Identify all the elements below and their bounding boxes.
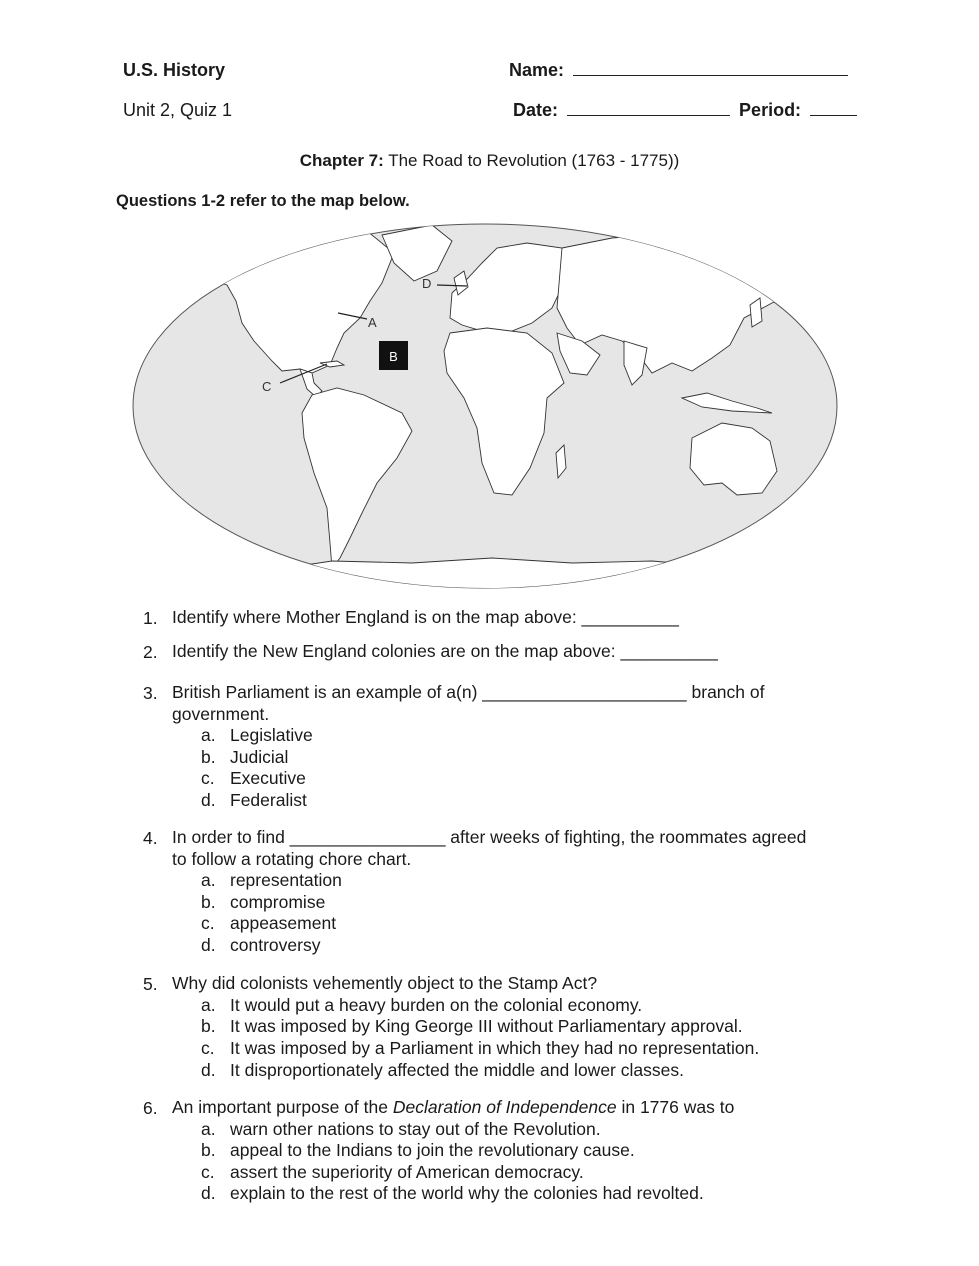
- chapter-title: The Road to Revolution (1763 - 1775)): [388, 151, 680, 170]
- date-blank[interactable]: [567, 101, 730, 116]
- date-line: [513, 100, 857, 121]
- question-6-option-d[interactable]: d. explain to the rest of the world why the colonies had revolted.: [201, 1183, 704, 1203]
- question-4-option-c[interactable]: c. appeasement: [201, 913, 337, 933]
- question-4-option-a[interactable]: a. representation: [201, 870, 342, 890]
- date-label: Date:: [513, 100, 559, 120]
- question-4-option-d[interactable]: d. controversy: [201, 935, 321, 955]
- question-1-text: Identify where Mother England is on the map above: __________: [172, 607, 679, 627]
- world-map: [132, 223, 838, 589]
- question-3-text-line1: British Parliament is an example of a(n) _____________________ branch of: [172, 682, 765, 702]
- question-5-number: 5.: [143, 974, 158, 994]
- question-3-option-c[interactable]: c. Executive: [201, 768, 306, 788]
- question-4-text-line2: to follow a rotating chore chart.: [172, 849, 412, 869]
- question-5-option-c[interactable]: c. It was imposed by a Parliament in which they had no representation.: [201, 1038, 760, 1058]
- name-line: [509, 60, 848, 81]
- period-label: Period:: [739, 100, 802, 120]
- question-5-text: Why did colonists vehemently object to the Stamp Act?: [172, 973, 598, 993]
- chapter-label: Chapter 7:: [299, 151, 384, 170]
- question-3-option-d[interactable]: d. Federalist: [201, 790, 307, 810]
- map-label-d: D: [422, 276, 432, 291]
- question-5-option-b[interactable]: b. It was imposed by King George III without Parliamentary approval.: [201, 1016, 743, 1036]
- question-2-number: 2.: [143, 642, 158, 662]
- new-zealand: [802, 491, 812, 519]
- question-2-text: Identify the New England colonies are on the map above: __________: [172, 641, 718, 661]
- period-blank[interactable]: [810, 101, 857, 116]
- question-3-option-a[interactable]: a. Legislative: [201, 725, 313, 745]
- course-title: U.S. History: [123, 60, 226, 80]
- question-3-text-line2: government.: [172, 704, 270, 724]
- question-3-option-b[interactable]: b. Judicial: [201, 747, 289, 767]
- question-4-option-b[interactable]: b. compromise: [201, 892, 326, 912]
- map-label-b: B: [389, 349, 398, 364]
- map-label-c: C: [262, 379, 272, 394]
- antarctica: [172, 558, 832, 589]
- question-6-italic-title: Declaration of Independence: [392, 1097, 617, 1117]
- question-1-number: 1.: [143, 608, 158, 628]
- question-4-number: 4.: [143, 828, 158, 848]
- question-6-option-a[interactable]: a. warn other nations to stay out of the Revolution.: [201, 1119, 601, 1139]
- question-4-text-line1: In order to find ________________ after weeks of fighting, the roommates agreed: [172, 827, 807, 847]
- question-6-text: An important purpose of the Declaration of Independence in 1776 was to: [172, 1097, 735, 1117]
- name-label: Name:: [509, 60, 565, 80]
- question-3-number: 3.: [143, 683, 158, 703]
- unit-label: Unit 2, Quiz 1: [123, 100, 233, 120]
- question-5-option-d[interactable]: d. It disproportionately affected the middle and lower classes.: [201, 1060, 684, 1080]
- name-blank[interactable]: [573, 61, 848, 76]
- chapter-heading: [0, 151, 979, 171]
- question-5-option-a[interactable]: a. It would put a heavy burden on the colonial economy.: [201, 995, 643, 1015]
- question-6-option-b[interactable]: b. appeal to the Indians to join the revolutionary cause.: [201, 1140, 635, 1160]
- question-6-number: 6.: [143, 1098, 158, 1118]
- map-label-a: A: [368, 315, 377, 330]
- question-6-option-c[interactable]: c. assert the superiority of American democracy.: [201, 1162, 584, 1182]
- map-instructions: Questions 1-2 refer to the map below.: [116, 192, 410, 210]
